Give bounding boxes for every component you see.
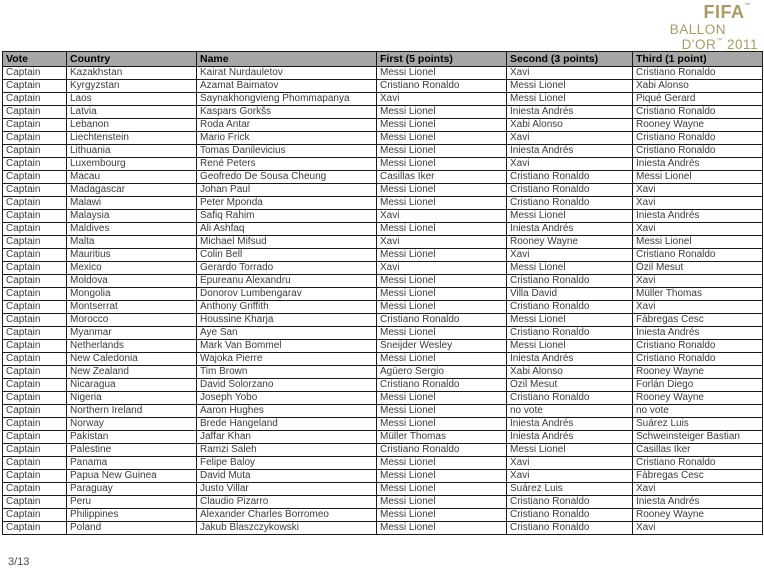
column-header: Second (3 points) [507,52,633,67]
cell: Rooney Wayne [633,392,763,405]
cell: Müller Thomas [633,288,763,301]
cell: Schweinsteiger Bastian [633,431,763,444]
cell: Captain [3,379,67,392]
cell: Michael Mifsud [197,236,377,249]
cell: Nigeria [67,392,197,405]
cell: Iniesta Andrés [507,106,633,119]
column-header: Country [67,52,197,67]
cell: Wajoka Pierre [197,353,377,366]
cell: Messi Lionel [377,288,507,301]
cell: Rooney Wayne [633,509,763,522]
cell: Iniesta Andrés [633,210,763,223]
cell: Müller Thomas [377,431,507,444]
cell: Captain [3,366,67,379]
cell: Captain [3,223,67,236]
cell: no vote [633,405,763,418]
cell: Sneijder Wesley [377,340,507,353]
cell: Messi Lionel [377,275,507,288]
table-row [3,327,763,340]
cell: Xavi [507,457,633,470]
cell: Xavi [633,275,763,288]
cell: Captain [3,236,67,249]
cell: Captain [3,392,67,405]
cell: Messi Lionel [507,262,633,275]
table-row [3,80,763,93]
cell: Macau [67,171,197,184]
cell: Xavi [507,132,633,145]
cell: Justo Villar [197,483,377,496]
cell: Malawi [67,197,197,210]
cell: Captain [3,314,67,327]
table-row [3,340,763,353]
page-number: 3/13 [8,556,30,568]
cell: Iniesta Andrés [633,158,763,171]
cell: Rooney Wayne [633,366,763,379]
table-body [3,67,763,535]
cell: Captain [3,327,67,340]
cell: Cristiano Ronaldo [507,496,633,509]
column-header: Vote [3,52,67,67]
cell: Captain [3,106,67,119]
cell: Norway [67,418,197,431]
table-row [3,366,763,379]
cell: Cristiano Ronaldo [507,184,633,197]
table-row [3,197,763,210]
cell: Iniesta Andrés [507,145,633,158]
cell: Philippines [67,509,197,522]
cell: New Caledonia [67,353,197,366]
cell: Messi Lionel [633,236,763,249]
cell: Captain [3,483,67,496]
cell: Cristiano Ronaldo [633,132,763,145]
cell: Donorov Lumbengarav [197,288,377,301]
cell: Captain [3,119,67,132]
cell: Fàbregas Cesc [633,314,763,327]
cell: Cristiano Ronaldo [377,379,507,392]
cell: Captain [3,418,67,431]
table-row [3,184,763,197]
cell: Messi Lionel [377,145,507,158]
fifa-wordmark: FIFA™ [703,2,751,22]
trademark-symbol: ™ [716,37,723,44]
cell: Cristiano Ronaldo [507,197,633,210]
table-row [3,457,763,470]
cell: Cristiano Ronaldo [507,509,633,522]
cell: Kyrgyzstan [67,80,197,93]
table-row [3,93,763,106]
cell: no vote [507,405,633,418]
cell: Captain [3,145,67,158]
header-row [3,52,763,67]
cell: Maldives [67,223,197,236]
cell: Xavi [633,197,763,210]
cell: Cristiano Ronaldo [633,353,763,366]
cell: Xavi [377,93,507,106]
cell: Piqué Gerard [633,93,763,106]
cell: Xavi [507,67,633,80]
cell: Xavi [377,236,507,249]
cell: Messi Lionel [507,340,633,353]
cell: Captain [3,301,67,314]
cell: Houssine Kharja [197,314,377,327]
cell: Messi Lionel [507,93,633,106]
cell: Felipe Baloy [197,457,377,470]
cell: Mexico [67,262,197,275]
table-row [3,275,763,288]
cell: Cristiano Ronaldo [633,340,763,353]
table-row [3,132,763,145]
cell: Villa David [507,288,633,301]
cell: Messi Lionel [377,418,507,431]
column-header: Third (1 point) [633,52,763,67]
fifa-ballon-dor-logo [670,3,759,51]
cell: Madagascar [67,184,197,197]
table-row [3,236,763,249]
cell: Xabi Alonso [507,119,633,132]
cell: Cristiano Ronaldo [507,171,633,184]
cell: Forlán Diego [633,379,763,392]
cell: Tim Brown [197,366,377,379]
table-row [3,223,763,236]
table-row [3,158,763,171]
cell: Xavi [633,301,763,314]
cell: Jaffar Khan [197,431,377,444]
cell: Saynakhongvieng Phommapanya [197,93,377,106]
cell: Captain [3,132,67,145]
cell: Agüero Sergio [377,366,507,379]
table-row [3,106,763,119]
cell: Cristiano Ronaldo [633,106,763,119]
cell: Tomas Danilevicius [197,145,377,158]
cell: Xabi Alonso [507,366,633,379]
cell: Messi Lionel [507,444,633,457]
cell: Mongolia [67,288,197,301]
cell: Captain [3,288,67,301]
cell: Messi Lionel [633,171,763,184]
cell: Messi Lionel [377,405,507,418]
cell: Captain [3,405,67,418]
cell: Montserrat [67,301,197,314]
cell: Captain [3,353,67,366]
cell: Paraguay [67,483,197,496]
table-row [3,301,763,314]
table-row [3,483,763,496]
cell: Captain [3,249,67,262]
cell: Captain [3,158,67,171]
cell: Poland [67,522,197,535]
cell: Peter Mponda [197,197,377,210]
table-row [3,392,763,405]
cell: Captain [3,184,67,197]
cell: Captain [3,80,67,93]
cell: Azamat Baimatov [197,80,377,93]
cell: Suárez Luis [633,418,763,431]
column-header: First (5 points) [377,52,507,67]
cell: Captain [3,431,67,444]
cell: Cristiano Ronaldo [633,67,763,80]
cell: Captain [3,444,67,457]
cell: Messi Lionel [377,249,507,262]
cell: Aaron Hughes [197,405,377,418]
cell: Messi Lionel [377,132,507,145]
cell: Netherlands [67,340,197,353]
cell: Cristiano Ronaldo [633,457,763,470]
cell: Cristiano Ronaldo [507,327,633,340]
cell: Laos [67,93,197,106]
cell: Captain [3,67,67,80]
cell: Özil Mesut [507,379,633,392]
cell: Alexander Charles Borromeo [197,509,377,522]
cell: Mark Van Bommel [197,340,377,353]
cell: Rooney Wayne [507,236,633,249]
cell: Messi Lionel [377,457,507,470]
cell: Geofredo De Sousa Cheung [197,171,377,184]
cell: Xavi [507,158,633,171]
cell: Messi Lionel [377,327,507,340]
cell: Fàbregas Cesc [633,470,763,483]
cell: Iniesta Andrés [507,431,633,444]
cell: Safiq Rahim [197,210,377,223]
cell: Messi Lionel [377,470,507,483]
cell: Messi Lionel [507,80,633,93]
cell: Captain [3,470,67,483]
cell: Xavi [633,184,763,197]
cell: Captain [3,522,67,535]
table-row [3,314,763,327]
cell: Epureanu Alexandru [197,275,377,288]
cell: Cristiano Ronaldo [633,145,763,158]
cell: Messi Lionel [377,119,507,132]
cell: Xabi Alonso [633,80,763,93]
cell: Morocco [67,314,197,327]
cell: Messi Lionel [377,353,507,366]
cell: New Zealand [67,366,197,379]
cell: Colin Bell [197,249,377,262]
cell: Messi Lionel [377,158,507,171]
cell: Pakistan [67,431,197,444]
cell: Liechtenstein [67,132,197,145]
table-row [3,262,763,275]
cell: Anthony Griffith [197,301,377,314]
cell: Messi Lionel [377,197,507,210]
cell: Cristiano Ronaldo [377,444,507,457]
cell: Messi Lionel [377,496,507,509]
cell: Captain [3,275,67,288]
cell: Mauritius [67,249,197,262]
cell: Iniesta Andrés [507,353,633,366]
table-row [3,444,763,457]
cell: Messi Lionel [377,483,507,496]
cell: Mario Frick [197,132,377,145]
cell: Peru [67,496,197,509]
cell: Ramzi Saleh [197,444,377,457]
cell: Cristiano Ronaldo [507,522,633,535]
cell: Messi Lionel [377,301,507,314]
cell: Cristiano Ronaldo [377,314,507,327]
cell: Lebanon [67,119,197,132]
cell: Xavi [377,262,507,275]
cell: Latvia [67,106,197,119]
cell: Brede Hangeland [197,418,377,431]
cell: Nicaragua [67,379,197,392]
column-header: Name [197,52,377,67]
table-row [3,379,763,392]
cell: Messi Lionel [377,509,507,522]
cell: Kaspars Gorkšs [197,106,377,119]
cell: Messi Lionel [377,67,507,80]
cell: Messi Lionel [377,392,507,405]
cell: Captain [3,496,67,509]
cell: Cristiano Ronaldo [507,392,633,405]
cell: Messi Lionel [377,184,507,197]
cell: Messi Lionel [507,314,633,327]
cell: Malta [67,236,197,249]
cell: Captain [3,210,67,223]
cell: Rooney Wayne [633,119,763,132]
cell: David Solorzano [197,379,377,392]
cell: Captain [3,457,67,470]
cell: David Muta [197,470,377,483]
table-row [3,470,763,483]
cell: Xavi [507,249,633,262]
cell: Cristiano Ronaldo [377,80,507,93]
cell: Kazakhstan [67,67,197,80]
table-row [3,171,763,184]
table-row [3,288,763,301]
cell: Cristiano Ronaldo [633,249,763,262]
cell: Papua New Guinea [67,470,197,483]
cell: Kairat Nurdauletov [197,67,377,80]
cell: Xavi [507,470,633,483]
cell: Aye San [197,327,377,340]
cell: Suárez Luis [507,483,633,496]
cell: Gerardo Torrado [197,262,377,275]
cell: Messi Lionel [377,223,507,236]
cell: Captain [3,262,67,275]
cell: Jakub Blaszczykowski [197,522,377,535]
cell: Claudio Pizarro [197,496,377,509]
table-row [3,496,763,509]
table-row [3,418,763,431]
table-row [3,249,763,262]
cell: Captain [3,171,67,184]
cell: Lithuania [67,145,197,158]
cell: René Peters [197,158,377,171]
table-row [3,119,763,132]
cell: Myanmar [67,327,197,340]
cell: Özil Mesut [633,262,763,275]
trademark-symbol: ™ [744,3,751,9]
table-row [3,67,763,80]
cell: Xavi [633,483,763,496]
cell: Xavi [633,522,763,535]
cell: Casillas Iker [633,444,763,457]
table-row [3,522,763,535]
cell: Joseph Yobo [197,392,377,405]
cell: Panama [67,457,197,470]
table-header [3,52,763,67]
table-row [3,405,763,418]
cell: Cristiano Ronaldo [507,301,633,314]
cell: Iniesta Andrés [633,496,763,509]
cell: Casillas Iker [377,171,507,184]
table-row [3,145,763,158]
cell: Luxembourg [67,158,197,171]
cell: Roda Antar [197,119,377,132]
cell: Iniesta Andrés [507,418,633,431]
cell: Moldova [67,275,197,288]
logo-line-dor-year: D'OR™ 2011 [681,36,758,52]
cell: Iniesta Andrés [507,223,633,236]
cell: Captain [3,93,67,106]
cell: Captain [3,197,67,210]
table-row [3,353,763,366]
table-row [3,509,763,522]
cell: Ali Ashfaq [197,223,377,236]
table-row [3,210,763,223]
cell: Xavi [377,210,507,223]
cell: Iniesta Andrés [633,327,763,340]
cell: Captain [3,509,67,522]
cell: Cristiano Ronaldo [507,275,633,288]
cell: Messi Lionel [507,210,633,223]
votes-table [2,51,763,535]
cell: Messi Lionel [377,106,507,119]
logo-line-ballon: BALLON [669,22,726,37]
cell: Johan Paul [197,184,377,197]
cell: Captain [3,340,67,353]
cell: Northern Ireland [67,405,197,418]
cell: Xavi [633,223,763,236]
table-row [3,431,763,444]
cell: Malaysia [67,210,197,223]
cell: Palestine [67,444,197,457]
cell: Messi Lionel [377,522,507,535]
